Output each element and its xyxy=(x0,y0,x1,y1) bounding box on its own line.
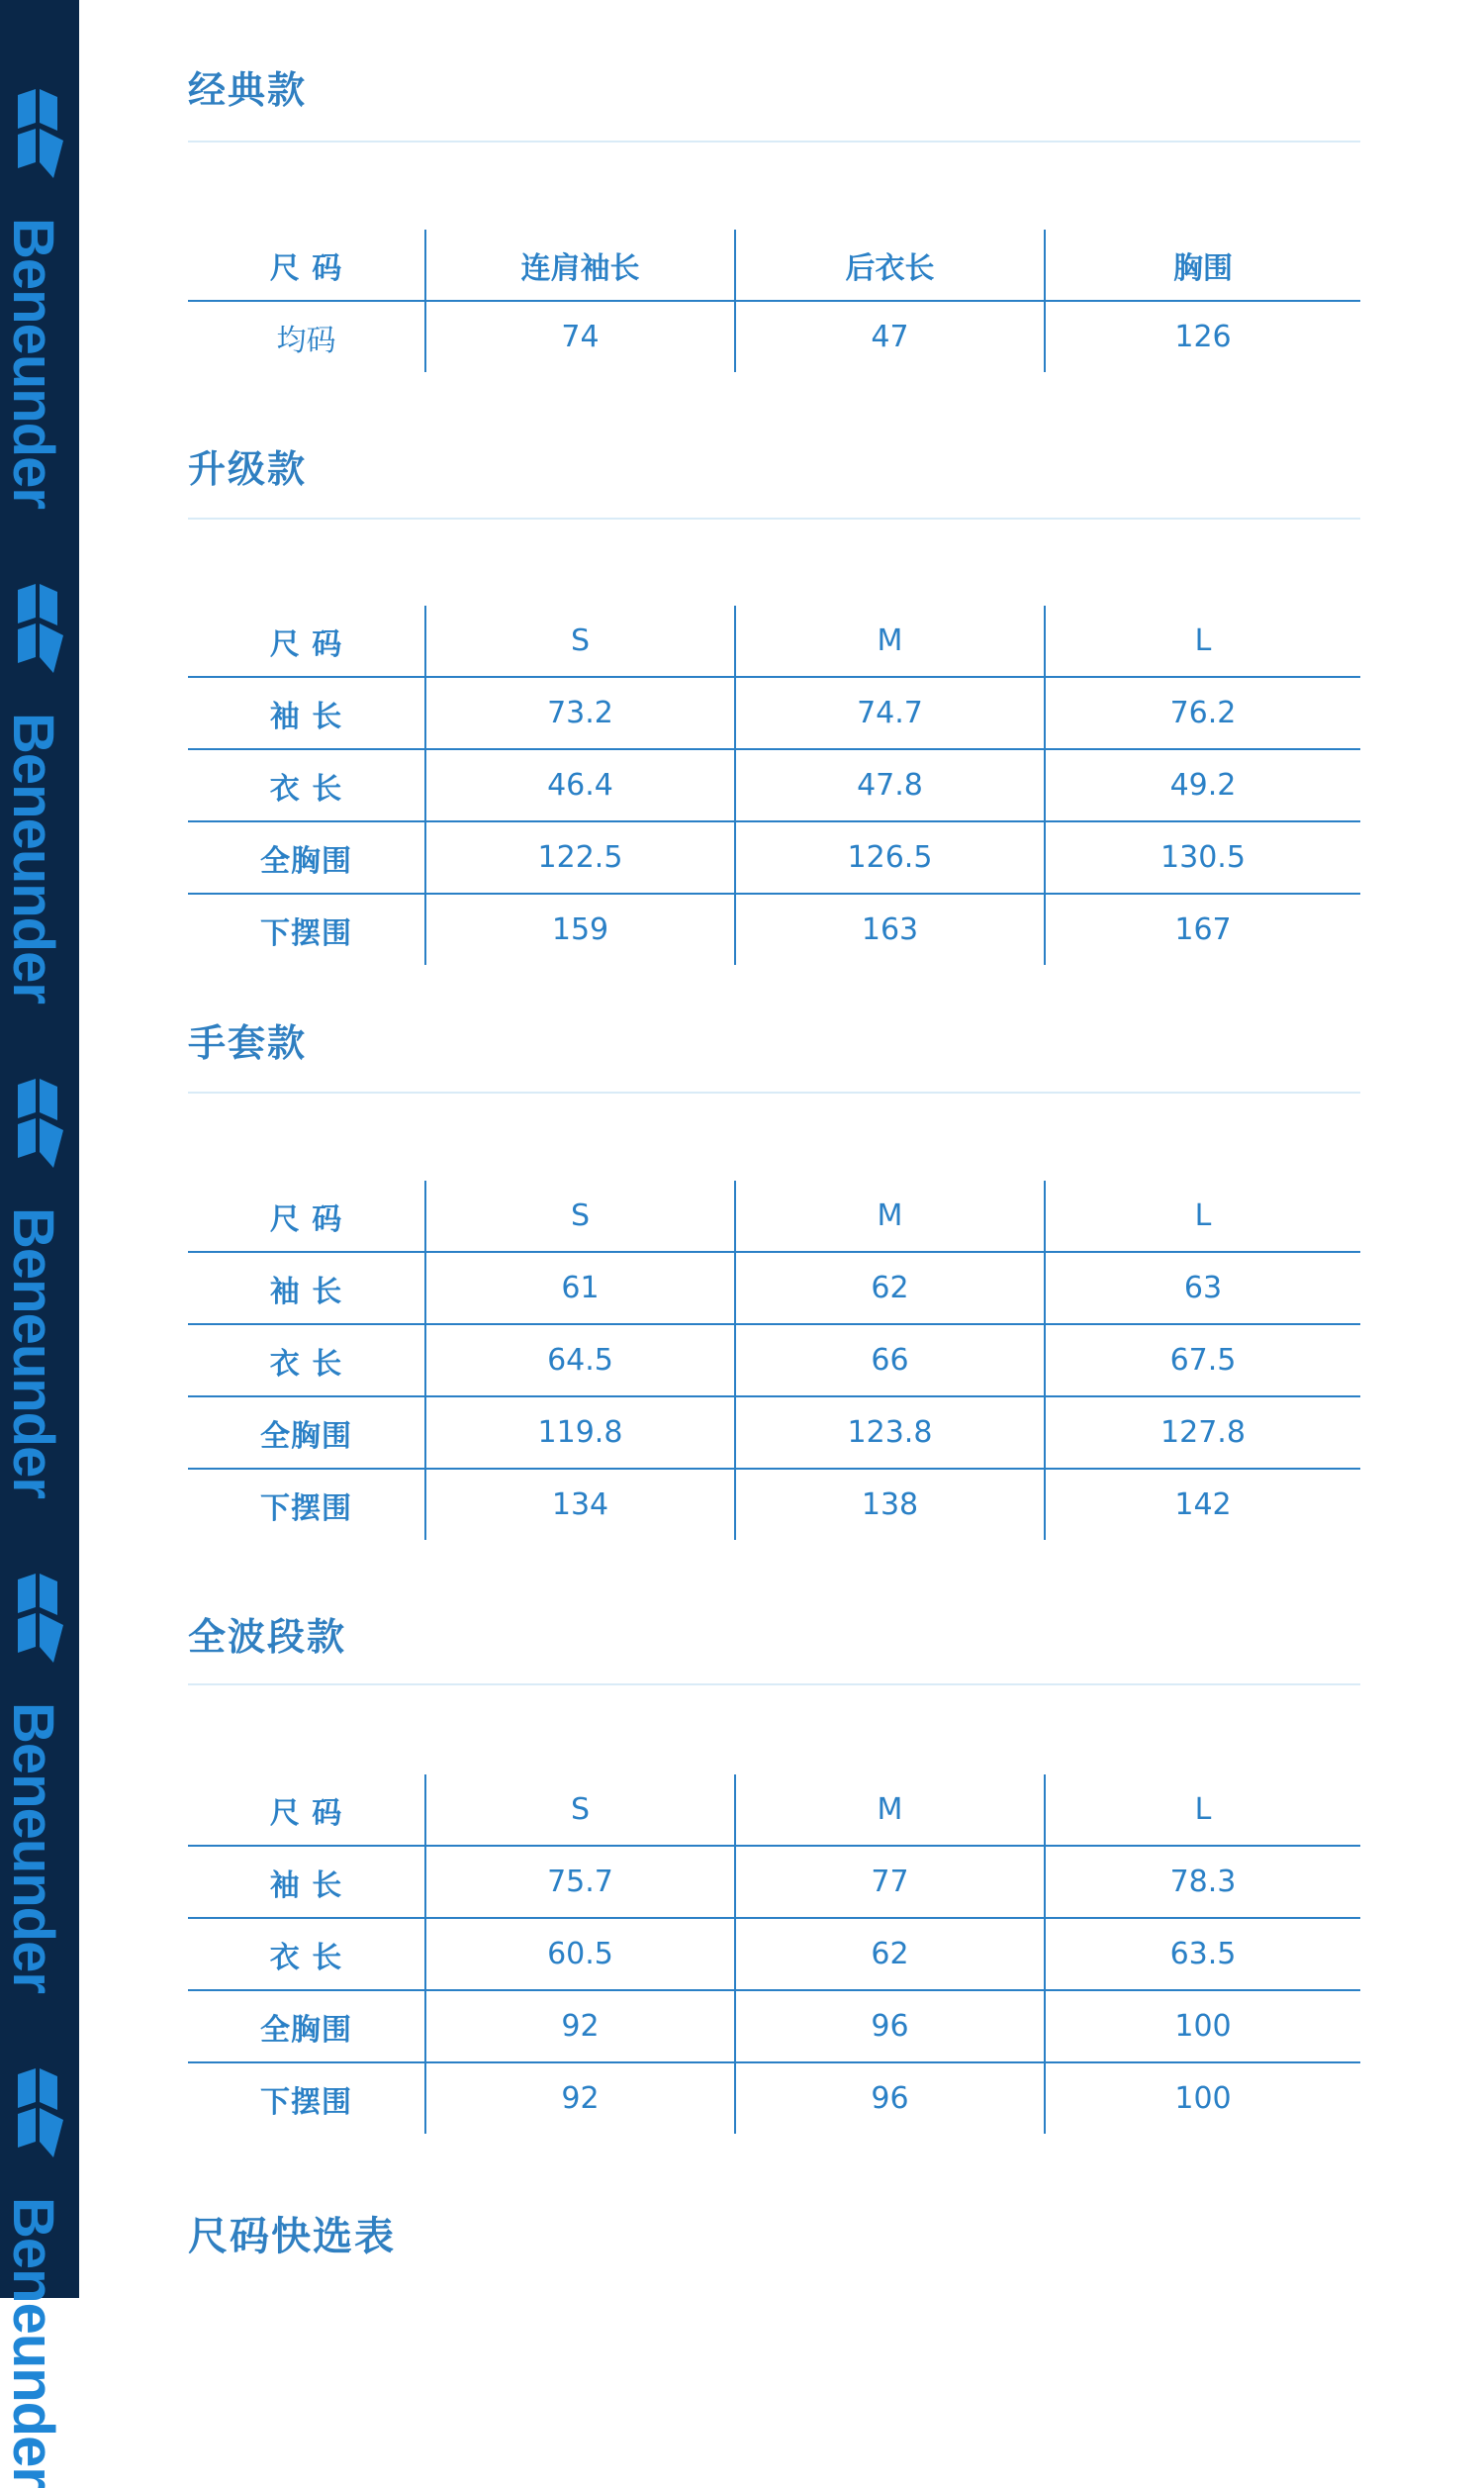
table-cell: 159 xyxy=(425,894,735,965)
row-label: 袖 长 xyxy=(188,677,425,749)
header-cell: S xyxy=(425,1774,735,1846)
header-cell: 尺 码 xyxy=(188,230,425,301)
row-label: 全胸围 xyxy=(188,1990,425,2062)
header-cell: 尺 码 xyxy=(188,1774,425,1846)
row-label: 衣 长 xyxy=(188,749,425,821)
table-row xyxy=(188,1396,1360,1469)
table-cell: 96 xyxy=(735,1990,1045,2062)
table-cell: 130.5 xyxy=(1045,821,1360,894)
table-row xyxy=(188,1918,1360,1990)
table-row xyxy=(188,677,1360,749)
table-cell: 49.2 xyxy=(1045,749,1360,821)
table-cell: 126 xyxy=(1045,301,1360,372)
header-cell: L xyxy=(1045,606,1360,677)
brand-wordmark: Beneunder xyxy=(1,1702,65,1993)
table-cell: 76.2 xyxy=(1045,677,1360,749)
brand-stripes-icon xyxy=(14,89,65,188)
row-label: 下摆围 xyxy=(260,1490,352,1526)
table-cell: 73.2 xyxy=(425,677,735,749)
section-title: 经典款 xyxy=(188,68,308,112)
table-cell: 92 xyxy=(425,2062,735,2134)
table-cell: 66 xyxy=(735,1324,1045,1396)
table-cell: 63 xyxy=(1045,1252,1360,1324)
table-cell: 126.5 xyxy=(735,821,1045,894)
table-cell: 63.5 xyxy=(1045,1918,1360,1990)
size-table xyxy=(188,1181,1360,1540)
table-cell: 74 xyxy=(425,301,735,372)
table-cell: 119.8 xyxy=(425,1396,735,1469)
row-label: 衣 长 xyxy=(188,1918,425,1990)
brand-stripes-icon xyxy=(14,1574,65,1673)
table-cell: 142 xyxy=(1045,1469,1360,1540)
row-label: 衣 长 xyxy=(188,1324,425,1396)
table-row xyxy=(188,1469,1360,1540)
header-cell: 连肩袖长 xyxy=(425,230,735,301)
table-row xyxy=(188,821,1360,894)
table-cell: 78.3 xyxy=(1045,1846,1360,1918)
quick-select-title: 尺码快选表 xyxy=(188,2214,396,2259)
table-row xyxy=(188,2062,1360,2134)
header-cell: M xyxy=(735,1774,1045,1846)
table-row xyxy=(188,1990,1360,2062)
brand-repeat-unit xyxy=(0,990,79,1498)
brand-repeat-unit xyxy=(0,0,79,509)
row-label: 袖 长 xyxy=(188,1846,425,1918)
title-divider xyxy=(188,1092,1360,1094)
brand-stripes-icon xyxy=(14,1079,65,1178)
brand-wordmark: Beneunder xyxy=(1,218,65,509)
table-cell: 96 xyxy=(735,2062,1045,2134)
size-table xyxy=(188,606,1360,965)
title-divider xyxy=(188,518,1360,520)
table-cell: 123.8 xyxy=(735,1396,1045,1469)
row-label: 均码 xyxy=(276,323,336,358)
header-cell: L xyxy=(1045,1774,1360,1846)
table-cell: 77 xyxy=(735,1846,1045,1918)
table-cell: 75.7 xyxy=(425,1846,735,1918)
table-cell: 47.8 xyxy=(735,749,1045,821)
table-cell: 67.5 xyxy=(1045,1324,1360,1396)
size-table xyxy=(188,1774,1360,2134)
table-cell: 134 xyxy=(425,1469,735,1540)
table-cell: 74.7 xyxy=(735,677,1045,749)
title-divider xyxy=(188,141,1360,143)
size-table xyxy=(188,230,1360,372)
table-cell: 138 xyxy=(735,1469,1045,1540)
table-header-row xyxy=(188,1774,1360,1846)
header-cell: L xyxy=(1045,1181,1360,1252)
table-cell: 122.5 xyxy=(425,821,735,894)
table-cell: 163 xyxy=(735,894,1045,965)
table-header-row xyxy=(188,230,1360,301)
table-row xyxy=(188,1846,1360,1918)
title-divider xyxy=(188,1683,1360,1685)
header-cell: M xyxy=(735,606,1045,677)
table-cell: 46.4 xyxy=(425,749,735,821)
brand-stripes-icon xyxy=(14,584,65,683)
table-row xyxy=(188,301,1360,372)
header-cell: 尺 码 xyxy=(188,606,425,677)
row-label: 全胸围 xyxy=(188,821,425,894)
row-label: 下摆围 xyxy=(260,915,352,951)
header-cell: 尺 码 xyxy=(188,1181,425,1252)
table-cell: 61 xyxy=(425,1252,735,1324)
table-cell: 64.5 xyxy=(425,1324,735,1396)
table-cell: 60.5 xyxy=(425,1918,735,1990)
brand-wordmark: Beneunder xyxy=(1,2197,65,2488)
table-row xyxy=(188,894,1360,965)
table-cell: 62 xyxy=(735,1252,1045,1324)
table-row xyxy=(188,1324,1360,1396)
brand-wordmark: Beneunder xyxy=(1,713,65,1004)
table-header-row xyxy=(188,606,1360,677)
brand-repeat-unit xyxy=(0,1484,79,1993)
table-cell: 62 xyxy=(735,1918,1045,1990)
table-cell: 100 xyxy=(1045,1990,1360,2062)
table-header-row xyxy=(188,1181,1360,1252)
header-cell: S xyxy=(425,606,735,677)
row-label: 下摆围 xyxy=(260,2084,352,2120)
header-cell: 胸围 xyxy=(1045,230,1360,301)
section-title: 升级款 xyxy=(188,447,308,491)
brand-strip xyxy=(0,0,79,2488)
table-cell: 100 xyxy=(1045,2062,1360,2134)
table-row xyxy=(188,1252,1360,1324)
header-cell: M xyxy=(735,1181,1045,1252)
section-title: 手套款 xyxy=(188,1021,308,1065)
table-cell: 47 xyxy=(735,301,1045,372)
header-cell: 后衣长 xyxy=(735,230,1045,301)
row-label: 袖 长 xyxy=(188,1252,425,1324)
header-cell: S xyxy=(425,1181,735,1252)
table-cell: 167 xyxy=(1045,894,1360,965)
table-row xyxy=(188,749,1360,821)
brand-repeat-unit xyxy=(0,1979,79,2488)
brand-repeat-unit xyxy=(0,495,79,1004)
brand-wordmark: Beneunder xyxy=(1,1207,65,1498)
row-label: 全胸围 xyxy=(188,1396,425,1469)
brand-stripes-icon xyxy=(14,2068,65,2167)
table-cell: 92 xyxy=(425,1990,735,2062)
section-title: 全波段款 xyxy=(188,1615,347,1659)
table-cell: 127.8 xyxy=(1045,1396,1360,1469)
